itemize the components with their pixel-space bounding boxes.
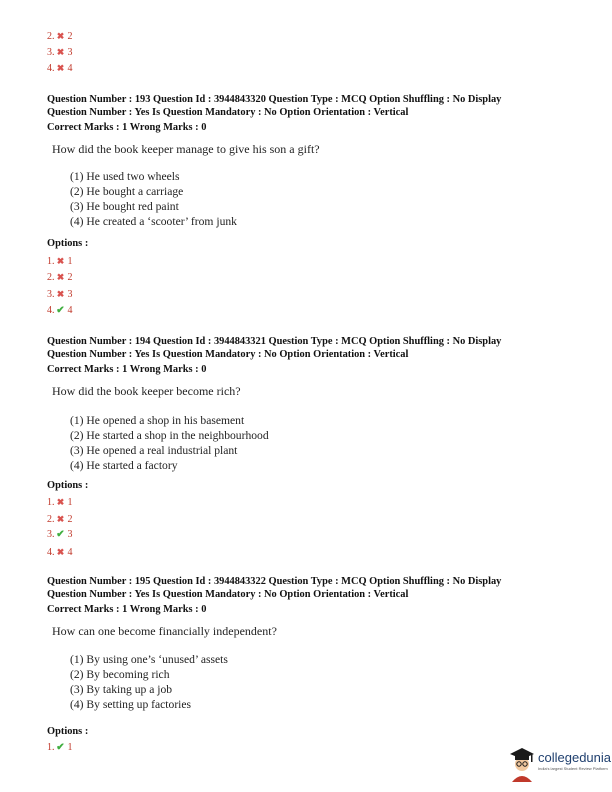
option-row: 1. ✖ 1 <box>47 256 73 267</box>
option-row: 3. ✔ 3 <box>47 529 73 540</box>
option-row: 2. ✖ 2 <box>47 31 73 42</box>
question-meta: Question Number : 195 Question Id : 3944843322 Question Type : MCQ Option Shuffling : No Display <box>47 576 502 587</box>
option-row: 3. ✖ 3 <box>47 289 73 300</box>
answer-choice: (3) He opened a real industrial plant <box>70 444 238 457</box>
logo-wordmark: collegedunia <box>538 750 612 765</box>
cross-icon: ✖ <box>56 47 65 57</box>
option-row: 2. ✖ 2 <box>47 514 73 525</box>
question-meta: Question Number : 194 Question Id : 3944843321 Question Type : MCQ Option Shuffling : No Display <box>47 336 502 347</box>
cross-icon: ✖ <box>56 547 65 557</box>
option-row: 2. ✖ 2 <box>47 272 73 283</box>
cross-icon: ✖ <box>56 289 65 299</box>
question-text: How did the book keeper become rich? <box>52 384 241 398</box>
cross-icon: ✖ <box>56 272 65 282</box>
cross-icon: ✖ <box>56 31 65 41</box>
cross-icon: ✖ <box>56 63 65 73</box>
cross-icon: ✖ <box>56 514 65 524</box>
question-meta: Question Number : 193 Question Id : 3944843320 Question Type : MCQ Option Shuffling : No Display <box>47 94 502 105</box>
question-marks: Correct Marks : 1 Wrong Marks : 0 <box>47 604 207 615</box>
student-avatar-icon <box>508 746 536 782</box>
options-label: Options : <box>47 726 89 737</box>
question-text: How did the book keeper manage to give his son a gift? <box>52 142 320 156</box>
answer-choice: (4) He started a factory <box>70 459 178 472</box>
option-row: 4. ✖ 4 <box>47 63 73 74</box>
question-marks: Correct Marks : 1 Wrong Marks : 0 <box>47 364 207 375</box>
answer-choice: (4) He created a ‘scooter’ from junk <box>70 215 237 228</box>
question-meta: Question Number : Yes Is Question Mandatory : No Option Orientation : Vertical <box>47 349 409 360</box>
cross-icon: ✖ <box>56 497 65 507</box>
question-marks: Correct Marks : 1 Wrong Marks : 0 <box>47 122 207 133</box>
answer-choice: (3) By taking up a job <box>70 683 173 696</box>
option-row: 4. ✖ 4 <box>47 547 73 558</box>
question-meta: Question Number : Yes Is Question Mandatory : No Option Orientation : Vertical <box>47 589 409 600</box>
option-row: 1. ✖ 1 <box>47 497 73 508</box>
answer-choice: (3) He bought red paint <box>70 200 179 213</box>
answer-choice: (2) He started a shop in the neighbourhood <box>70 429 269 442</box>
check-icon: ✔ <box>56 305 65 316</box>
logo-tagline: India's largest Student Review Platform <box>538 766 608 771</box>
answer-choice: (2) By becoming rich <box>70 668 170 681</box>
answer-choice: (1) He opened a shop in his basement <box>70 414 245 427</box>
collegedunia-logo <box>508 744 612 784</box>
question-meta: Question Number : Yes Is Question Mandatory : No Option Orientation : Vertical <box>47 107 409 118</box>
cross-icon: ✖ <box>56 256 65 266</box>
check-icon: ✔ <box>56 742 65 753</box>
answer-choice: (2) He bought a carriage <box>70 185 184 198</box>
option-row: 1. ✔ 1 <box>47 742 73 753</box>
check-icon: ✔ <box>56 529 65 540</box>
option-row: 3. ✖ 3 <box>47 47 73 58</box>
options-label: Options : <box>47 238 89 249</box>
answer-choice: (1) By using one’s ‘unused’ assets <box>70 653 228 666</box>
question-text: How can one become financially independent? <box>52 624 277 638</box>
options-label: Options : <box>47 480 89 491</box>
answer-choice: (1) He used two wheels <box>70 170 180 183</box>
option-row: 4. ✔ 4 <box>47 305 73 316</box>
answer-choice: (4) By setting up factories <box>70 698 192 711</box>
